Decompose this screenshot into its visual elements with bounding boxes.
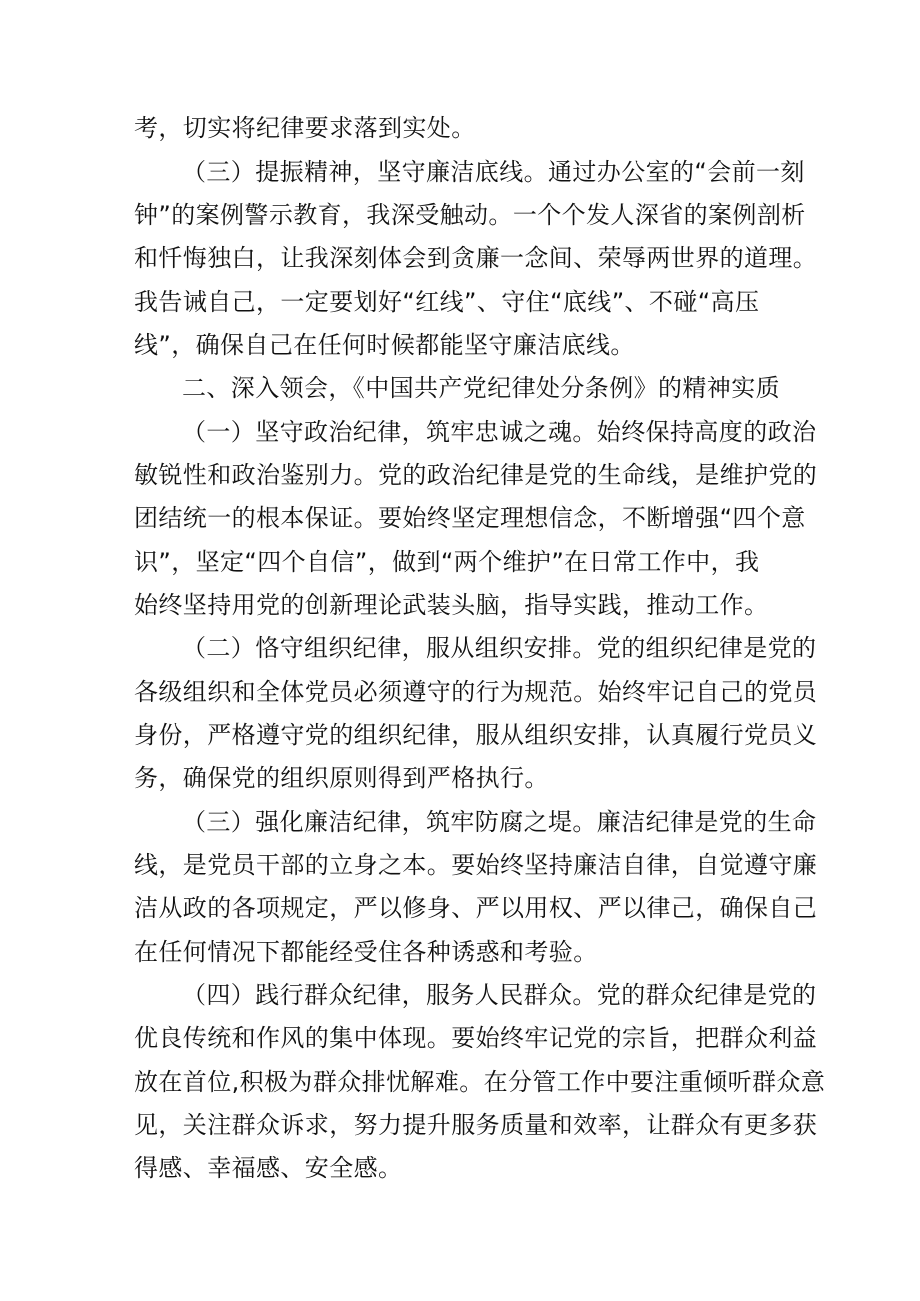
text-line: 团结统一的根本保证。要始终坚定理想信念，不断增强“四个意: [134, 504, 806, 532]
text-line: 各级组织和全体党员必须遵守的行为规范。始终牢记自己的党员: [134, 678, 818, 706]
paragraph-start-line: （一）坚守政治纪律，筑牢忠诚之魂。始终保持高度的政治: [182, 418, 817, 446]
text-line: 线，是党员干部的立身之本。要始终坚持廉洁自律，自觉遵守廉: [134, 851, 818, 879]
text-line: 身份，严格遵守党的组织纪律，服从组织安排，认真履行党员义: [134, 721, 818, 749]
text-line: 务，确保党的组织原则得到严格执行。: [134, 764, 549, 792]
text-line: 见，关注群众诉求，努力提升服务质量和效率，让群众有更多获: [134, 1111, 818, 1139]
text-line: 我告诫自己，一定要划好“红线”、守住“底线”、不碰“高压: [134, 288, 760, 316]
section-heading: 二、深入领会，《中国共产党纪律处分条例》的精神实质: [182, 374, 780, 402]
text-line: 和忏悔独白，让我深刻体会到贪廉一念间、荣辱两世界的道理。: [134, 244, 818, 272]
paragraph-start-line: （四）践行群众纪律，服务人民群众。党的群众纪律是党的: [182, 981, 817, 1009]
text-line: 考，切实将纪律要求落到实处。: [134, 114, 476, 142]
text-line: 钟”的案例警示教育，我深受触动。一个个发人深省的案例剖析: [134, 201, 806, 229]
text-line: 放在首位,积极为群众排忧解难。在分管工作中要注重倾听群众意: [134, 1068, 826, 1096]
paragraph-start-line: （三）提振精神，坚守廉洁底线。通过办公室的“会前一刻: [182, 158, 805, 186]
text-line: 始终坚持用党的创新理论武装头脑，指导实践，推动工作。: [134, 591, 769, 619]
text-line: 得感、幸福感、安全感。: [134, 1154, 403, 1182]
text-line: 优良传统和作风的集中体现。要始终牢记党的宗旨，把群众利益: [134, 1024, 818, 1052]
paragraph-start-line: （三）强化廉洁纪律，筑牢防腐之堤。廉洁纪律是党的生命: [182, 808, 817, 836]
text-line: 识”，坚定“四个自信”，做到“两个维护”在日常工作中，我: [134, 548, 760, 576]
text-line: 在任何情况下都能经受住各种诱惑和考验。: [134, 938, 598, 966]
text-line: 线”，确保自己在任何时候都能坚守廉洁底线。: [134, 331, 635, 359]
text-line: 敏锐性和政治鉴别力。党的政治纪律是党的生命线，是维护党的: [134, 461, 818, 489]
paragraph-start-line: （二）恪守组织纪律，服从组织安排。党的组织纪律是党的: [182, 634, 817, 662]
text-line: 洁从政的各项规定，严以修身、严以用权、严以律己，确保自己: [134, 894, 818, 922]
